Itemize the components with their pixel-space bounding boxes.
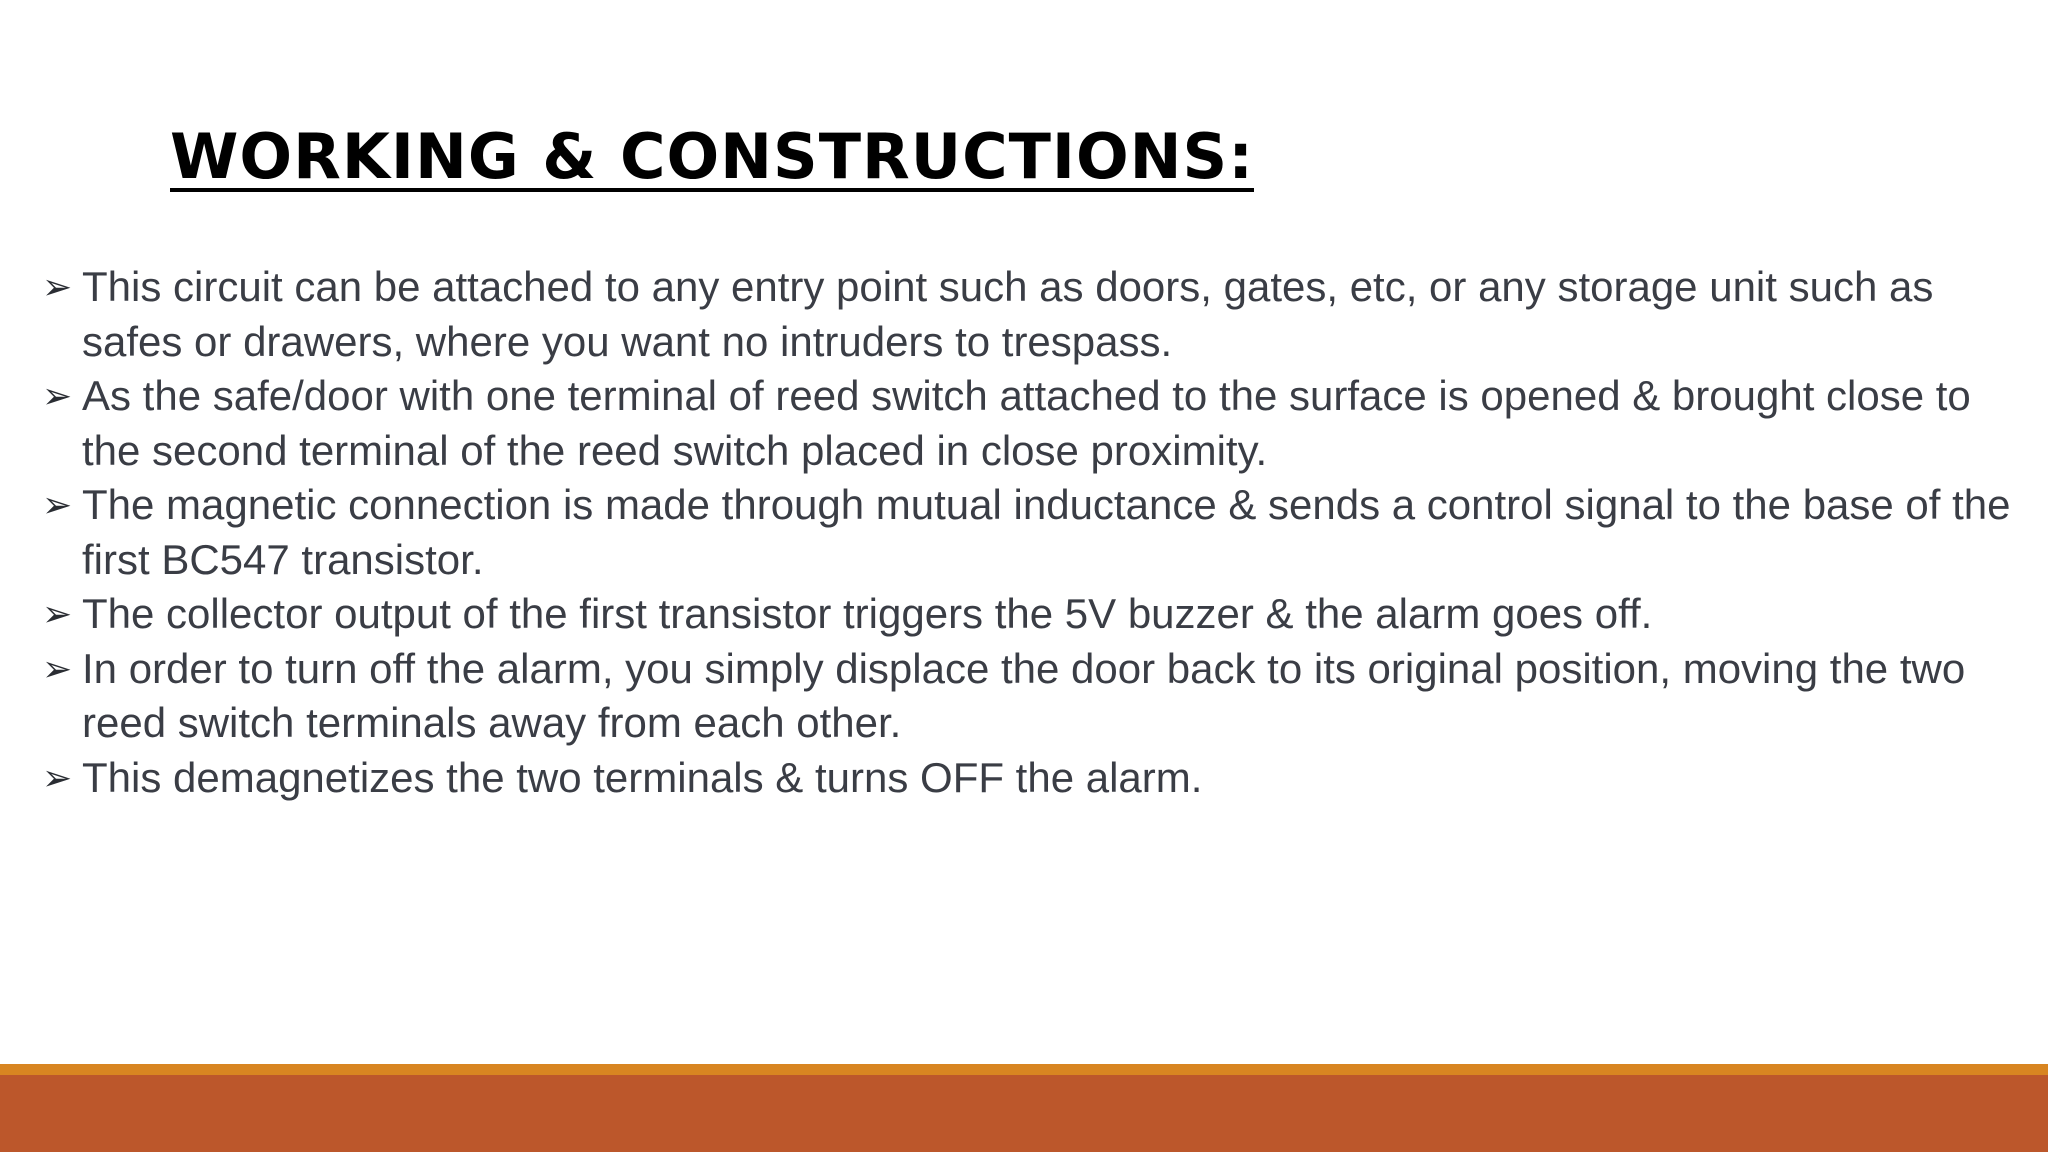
bullet-text: As the safe/door with one terminal of reed switch attached to the surface is opened & brought close to the second terminal of the reed switch placed in close proximity. — [82, 372, 1971, 474]
footer-accent-stripe — [0, 1064, 2048, 1075]
bullet-item — [42, 751, 2032, 806]
bullet-item — [42, 642, 2032, 751]
arrow-bullet-icon: ➢ — [42, 756, 73, 798]
bullet-item — [42, 478, 2032, 587]
bullet-text: This circuit can be attached to any entry point such as doors, gates, etc, or any storage unit such as safes or drawers, where you want no intruders to trespass. — [82, 263, 1934, 365]
arrow-bullet-icon: ➢ — [42, 593, 73, 634]
arrow-bullet-icon: ➢ — [42, 647, 73, 689]
slide-title: WORKING & CONSTRUCTIONS: — [170, 120, 1254, 193]
bullet-text: In order to turn off the alarm, you simply displace the door back to its original position, moving the two reed switch terminals away from each other. — [82, 644, 1966, 746]
footer-bar — [0, 1075, 2048, 1152]
bullet-list — [42, 260, 2032, 805]
bullet-text: The collector output of the first transistor triggers the 5V buzzer & the alarm goes off. — [82, 590, 1653, 637]
arrow-bullet-icon: ➢ — [42, 266, 73, 307]
bullet-item — [42, 587, 2032, 642]
bullet-item — [42, 260, 2032, 369]
arrow-bullet-icon: ➢ — [42, 484, 73, 525]
bullet-text: The magnetic connection is made through mutual inductance & sends a control signal to the base of the first BC547 transistor. — [82, 481, 2011, 583]
bullet-text: This demagnetizes the two terminals & turns OFF the alarm. — [82, 753, 1203, 801]
bullet-item — [42, 369, 2032, 478]
arrow-bullet-icon: ➢ — [42, 375, 73, 416]
